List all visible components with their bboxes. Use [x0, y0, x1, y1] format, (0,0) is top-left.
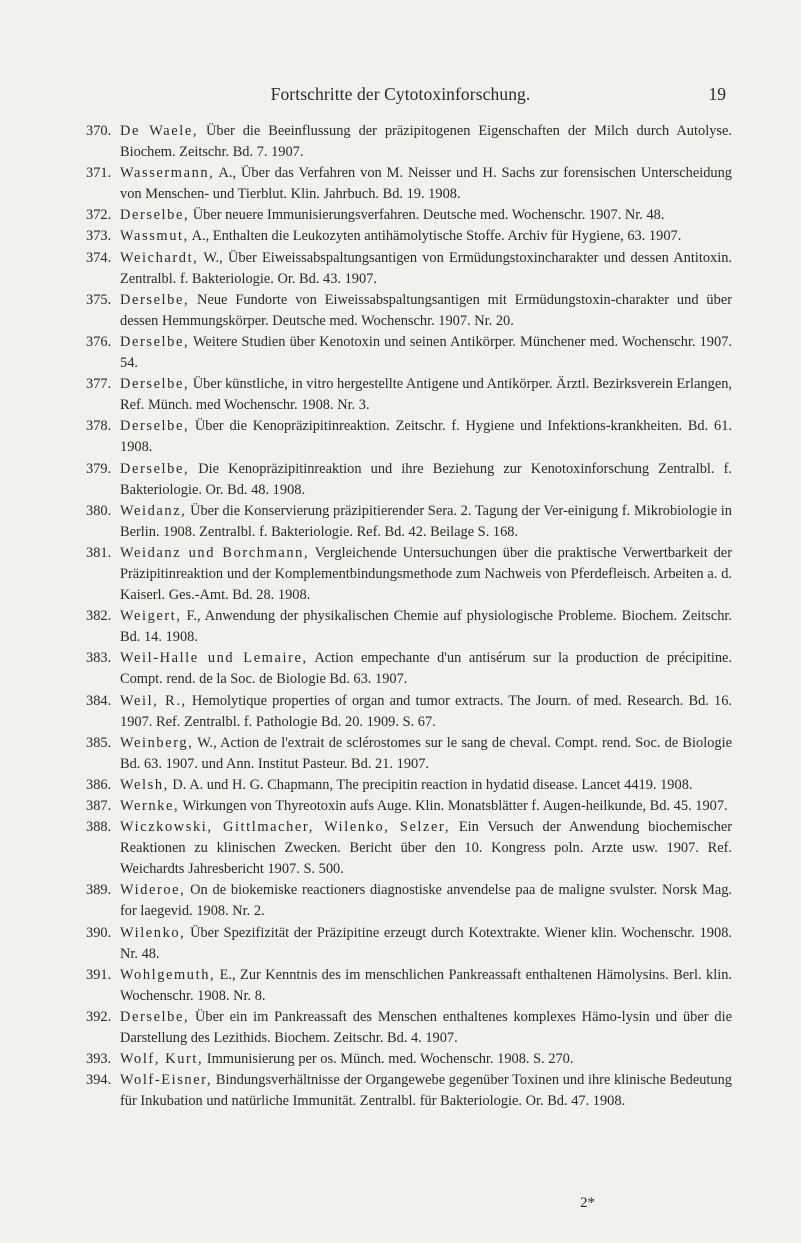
- reference-author: Wiczkowski, Gittlmacher, Wilenko, Selzer,: [120, 819, 451, 836]
- reference-number: 372.: [86, 207, 112, 224]
- reference-list: [86, 121, 732, 1112]
- reference-entry: [86, 121, 732, 163]
- reference-number: 376.: [86, 333, 112, 350]
- reference-entry: [86, 290, 732, 332]
- reference-entry: [86, 163, 732, 205]
- reference-author: Weichardt,: [120, 249, 199, 266]
- reference-text: Über die Kenopräzipitinreaktion. Zeitschr. f. Hygiene und Infektions-krankheiten. Bd. 61. 1908.: [120, 418, 732, 456]
- reference-author: Derselbe,: [120, 418, 190, 435]
- reference-text: Ein Versuch der Anwendung biochemischer Reaktionen zu klinischen Zwecken. Bericht über den 10. Kongress poln. Arzte usw. 1907. Ref. Weichardts Jahresbericht 1907. S. 500.: [120, 819, 732, 878]
- reference-entry: [86, 501, 732, 543]
- reference-author: Wolf, Kurt,: [120, 1051, 204, 1068]
- reference-entry: [86, 965, 732, 1007]
- reference-author: Wassermann,: [120, 165, 215, 182]
- reference-entry: [86, 1049, 732, 1070]
- reference-number: 370.: [86, 123, 112, 139]
- reference-text: W., Action de l'extrait de sclérostomes sur le sang de cheval. Compt. rend. Soc. de Biologie Bd. 63. 1907. und Ann. Institut Pasteur. Bd. 21. 1907.: [120, 734, 732, 772]
- reference-number: 394.: [86, 1072, 112, 1089]
- reference-text: Hemolytique properties of organ and tumor extracts. The Journ. of med. Research. Bd. 16. 1907. Ref. Zentralbl. f. Pathologie Bd. 20. 1909. S. 67.: [120, 692, 733, 730]
- reference-author: Wassmut,: [120, 228, 189, 245]
- reference-number: 378.: [86, 418, 112, 435]
- reference-entry: [86, 459, 732, 501]
- reference-entry: [86, 880, 732, 922]
- reference-number: 383.: [86, 650, 112, 667]
- reference-text: A., Über das Verfahren von M. Neisser und H. Sachs zur forensischen Unterscheidung von Menschen- und Tierblut. Klin. Jahrbuch. Bd. 19. 1908.: [120, 165, 732, 203]
- reference-author: Weil-Halle und Lemaire,: [120, 650, 308, 667]
- reference-author: Weidanz und Borchmann,: [120, 544, 310, 561]
- reference-entry: [86, 733, 732, 775]
- reference-entry: [86, 691, 732, 733]
- reference-entry: [86, 606, 732, 648]
- reference-entry: [86, 205, 732, 226]
- reference-entry: [86, 543, 732, 606]
- reference-text: A., Enthalten die Leukozyten antihämolytische Stoffe. Archiv für Hygiene, 63. 1907.: [188, 228, 682, 245]
- reference-number: 384.: [86, 692, 112, 709]
- reference-text: Über die Beeinflussung der präzipitogenen Eigenschaften der Milch durch Autolyse. Biochem. Zeitschr. Bd. 7. 1907.: [120, 123, 732, 161]
- reference-number: 386.: [86, 776, 112, 793]
- reference-number: 381.: [86, 544, 112, 561]
- reference-text: Vergleichende Untersuchungen über die praktische Verwertbarkeit der Präzipitinreaktion und der Komplementbindungsmethode zum Nachweis von Pferdefleisch. Arbeiten a. d. Kaiserl. Ges.-Amt. Bd. 28. 1908.: [120, 544, 732, 604]
- reference-author: Derselbe,: [120, 1008, 190, 1025]
- reference-text: D. A. und H. G. Chapmann, The precipitin reaction in hydatid disease. Lancet 4419. 1908.: [168, 776, 693, 793]
- reference-author: Wolf-Eisner,: [120, 1072, 213, 1089]
- reference-entry: [86, 416, 732, 458]
- reference-entry: [86, 226, 732, 247]
- reference-text: Weitere Studien über Kenotoxin und seinen Antikörper. Münchener med. Wochenschr. 1907. 54.: [120, 333, 732, 372]
- reference-text: Über künstliche, in vitro hergestellte Antigene und Antikörper. Ärztl. Bezirksverein Erlangen, Ref. Münch. med Wochenschr. 1908. Nr. 3.: [120, 376, 732, 414]
- reference-text: Über ein im Pankreassaft des Menschen enthaltenes komplexes Hämo-lysin und über die Darstellung des Lezithids. Biochem. Zeitschr. Bd. 4. 1907.: [120, 1008, 732, 1047]
- reference-text: Neue Fundorte von Eiweissabspaltungsantigen mit Ermüdungstoxin-charakter und über dessen Hemmungskörper. Deutsche med. Wochenschr. 1907. Nr. 20.: [120, 291, 732, 329]
- reference-entry: [86, 1007, 732, 1049]
- reference-text: E., Zur Kenntnis des im menschlichen Pankreassaft enthaltenen Hämolysins. Berl. klin. Wochenschr. 1908. Nr. 8.: [120, 966, 732, 1004]
- reference-number: 375.: [86, 291, 112, 308]
- reference-text: W., Über Eiweissabspaltungsantigen von Ermüdungstoxincharakter und dessen Antitoxin. Zentralbl. f. Bakteriologie. Or. Bd. 43. 1907.: [120, 249, 732, 287]
- page-header: [0, 84, 801, 106]
- reference-text: Die Kenopräzipitinreaktion und ihre Beziehung zur Kenotoxinforschung Zentralbl. f. Bakteriologie. Or. Bd. 48. 1908.: [120, 460, 732, 498]
- reference-author: Weil, R.,: [120, 692, 187, 709]
- reference-number: 374.: [86, 249, 112, 266]
- reference-number: 387.: [86, 798, 112, 814]
- reference-author: De Waele,: [120, 123, 199, 139]
- reference-number: 391.: [86, 966, 112, 983]
- reference-number: 385.: [86, 734, 112, 751]
- reference-author: Derselbe,: [120, 376, 190, 393]
- reference-author: Wohlgemuth,: [120, 966, 216, 983]
- reference-number: 377.: [86, 376, 112, 393]
- reference-text: Über Spezifizität der Präzipitine erzeugt durch Kotextrakte. Wiener klin. Wochenschr. 1908. Nr. 48.: [120, 924, 732, 962]
- reference-entry: [86, 923, 732, 965]
- reference-number: 379.: [86, 460, 112, 477]
- reference-author: Weigert,: [120, 608, 182, 625]
- reference-author: Welsh,: [120, 776, 169, 793]
- reference-number: 389.: [86, 882, 112, 899]
- page-number: 19: [708, 84, 726, 104]
- reference-number: 390.: [86, 924, 112, 941]
- reference-entry: [86, 796, 732, 817]
- reference-number: 380.: [86, 502, 112, 519]
- reference-entry: [86, 332, 732, 374]
- reference-entry: [86, 648, 732, 690]
- reference-text: F., Anwendung der physikalischen Chemie auf physiologische Probleme. Biochem. Zeitschr. Bd. 14. 1908.: [120, 608, 732, 646]
- reference-number: 371.: [86, 165, 112, 182]
- reference-text: On de biokemiske reactioners diagnostiske anvendelse paa de maligne svulster. Norsk Mag. for laegevid. 1908. Nr. 2.: [120, 882, 732, 920]
- reference-author: Weinberg,: [120, 734, 194, 751]
- reference-number: 393.: [86, 1051, 112, 1068]
- reference-author: Wernke,: [120, 798, 180, 814]
- reference-number: 373.: [86, 228, 112, 245]
- reference-text: Über die Konservierung präzipitierender Sera. 2. Tagung der Ver-einigung f. Mikrobiologie in Berlin. 1908. Zentralbl. f. Bakteriologie. Ref. Bd. 42. Beilage S. 168.: [120, 502, 732, 540]
- reference-entry: [86, 374, 732, 416]
- reference-author: Wideroe,: [120, 882, 186, 899]
- reference-text: Action empechante d'un antisérum sur la production de précipitine. Compt. rend. de la Soc. de Biologie Bd. 63. 1907.: [120, 650, 732, 688]
- reference-entry: [86, 817, 732, 880]
- reference-author: Wilenko,: [120, 924, 186, 941]
- reference-entry: [86, 1070, 732, 1112]
- reference-author: Derselbe,: [120, 460, 190, 477]
- reference-number: 382.: [86, 608, 112, 625]
- reference-number: 392.: [86, 1008, 112, 1025]
- reference-author: Derselbe,: [120, 333, 190, 350]
- printer-signature: 2*: [580, 1195, 595, 1211]
- reference-entry: [86, 775, 732, 796]
- reference-number: 388.: [86, 819, 112, 836]
- reference-text: Immunisierung per os. Münch. med. Wochenschr. 1908. S. 270.: [203, 1051, 574, 1068]
- reference-text: Wirkungen von Thyreotoxin aufs Auge. Klin. Monatsblätter f. Augen-heilkunde, Bd. 45. 1907.: [179, 798, 728, 814]
- reference-text: Bindungsverhältnisse der Organgewebe gegenüber Toxinen und ihre klinische Bedeutung für Inkubation und natürliche Immunität. Zentralbl. für Bakteriologie. Or. Bd. 47. 1908.: [120, 1072, 732, 1110]
- reference-author: Weidanz,: [120, 502, 187, 519]
- reference-author: Derselbe,: [120, 207, 190, 224]
- reference-entry: [86, 248, 732, 290]
- reference-author: Derselbe,: [120, 291, 190, 308]
- reference-text: Über neuere Immunisierungsverfahren. Deutsche med. Wochenschr. 1907. Nr. 48.: [189, 207, 665, 224]
- running-head: Fortschritte der Cytotoxinforschung.: [270, 84, 531, 104]
